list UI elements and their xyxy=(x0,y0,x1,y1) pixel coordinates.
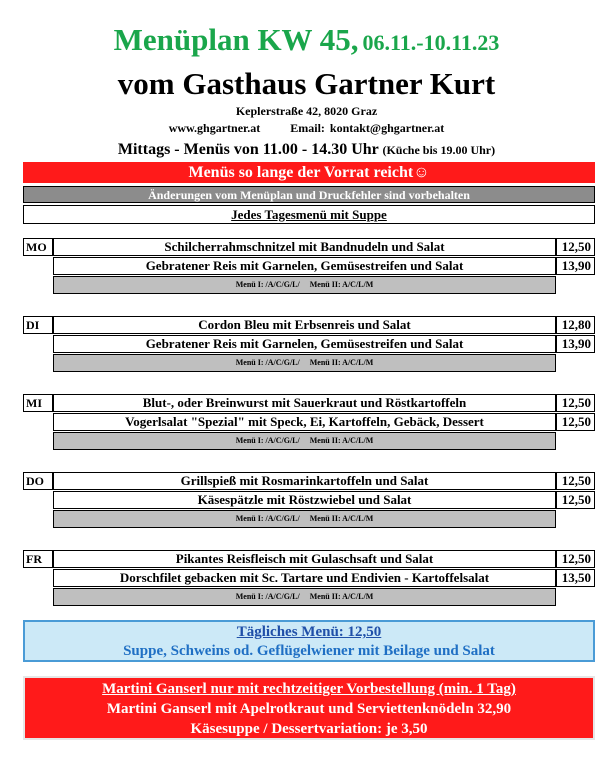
dish-1: Cordon Bleu mit Erbsenreis und Salat xyxy=(53,316,556,334)
price-1: 12,50 xyxy=(556,550,595,568)
soup-banner: Jedes Tagesmenü mit Suppe xyxy=(23,205,595,224)
price-1: 12,50 xyxy=(556,394,595,412)
day-label: DI xyxy=(23,316,53,334)
address: Keplerstraße 42, 8020 Graz xyxy=(235,104,378,118)
dish-2: Dorschfilet gebacken mit Sc. Tartare und Endivien - Kartoffelsalat xyxy=(53,569,556,587)
dish-2: Gebratener Reis mit Garnelen, Gemüsestreifen und Salat xyxy=(53,335,556,353)
availability-banner: Menüs so lange der Vorrat reicht☺ xyxy=(23,162,595,183)
hours-main: Mittags - Menüs von 11.00 - 14.30 Uhr xyxy=(117,141,379,158)
dish-2: Vogerlsalat "Spezial" mit Speck, Ei, Kartoffeln, Gebäck, Dessert xyxy=(53,413,556,431)
page-title xyxy=(0,22,613,58)
title-dates: 06.11.-10.11.23 xyxy=(362,30,500,55)
day-label: MO xyxy=(23,238,53,256)
email-link[interactable]: Email: kontakt@ghgartner.at xyxy=(290,121,445,135)
price-1: 12,80 xyxy=(556,316,595,334)
contact-line xyxy=(0,121,613,136)
dish-1: Blut-, oder Breinwurst mit Sauerkraut und Röstkartoffeln xyxy=(53,394,556,412)
restaurant-name: vom Gasthaus Gartner Kurt xyxy=(117,66,496,101)
price-2: 12,50 xyxy=(556,491,595,509)
price-1: 12,50 xyxy=(556,472,595,490)
price-2: 13,90 xyxy=(556,257,595,275)
price-2: 12,50 xyxy=(556,413,595,431)
dish-2: Käsespätzle mit Röstzwiebel und Salat xyxy=(53,491,556,509)
price-2: 13,90 xyxy=(556,335,595,353)
dish-1: Grillspieß mit Rosmarinkartoffeln und Salat xyxy=(53,472,556,490)
daily-menu-title: Tägliches Menü: 12,50 xyxy=(236,624,382,640)
special-line-1: Martini Ganserl nur mit rechtzeitiger Vorbestellung (min. 1 Tag) xyxy=(102,681,516,697)
price-1: 12,50 xyxy=(556,238,595,256)
allergens: Menü I: /A/C/G/L/ Menü II: A/C/L/M xyxy=(53,588,556,606)
special-line-3: Käsesuppe / Dessertvariation: je 3,50 xyxy=(190,721,428,737)
dish-1: Pikantes Reisfleisch mit Gulaschsaft und Salat xyxy=(53,550,556,568)
website-link[interactable]: www.ghgartner.at xyxy=(168,121,261,135)
dish-1: Schilcherrahmschnitzel mit Bandnudeln und Salat xyxy=(53,238,556,256)
allergens: Menü I: /A/C/G/L/ Menü II: A/C/L/M xyxy=(53,510,556,528)
changes-banner: Änderungen vom Menüplan und Druckfehler sind vorbehalten xyxy=(23,186,595,203)
hours-note: (Küche bis 19.00 Uhr) xyxy=(382,143,496,157)
price-2: 13,50 xyxy=(556,569,595,587)
specials-box xyxy=(23,676,595,740)
day-label: DO xyxy=(23,472,53,490)
daily-menu-box xyxy=(23,620,595,662)
day-label: FR xyxy=(23,550,53,568)
day-label: MI xyxy=(23,394,53,412)
allergens: Menü I: /A/C/G/L/ Menü II: A/C/L/M xyxy=(53,432,556,450)
dish-2: Gebratener Reis mit Garnelen, Gemüsestreifen und Salat xyxy=(53,257,556,275)
allergens: Menü I: /A/C/G/L/ Menü II: A/C/L/M xyxy=(53,276,556,294)
title-main: Menüplan KW 45, xyxy=(113,22,359,57)
daily-menu-description: Suppe, Schweins od. Geflügelwiener mit Beilage und Salat xyxy=(123,643,495,659)
special-line-2: Martini Ganserl mit Apelrotkraut und Serviettenknödeln 32,90 xyxy=(106,701,512,717)
opening-hours xyxy=(0,141,613,159)
allergens: Menü I: /A/C/G/L/ Menü II: A/C/L/M xyxy=(53,354,556,372)
